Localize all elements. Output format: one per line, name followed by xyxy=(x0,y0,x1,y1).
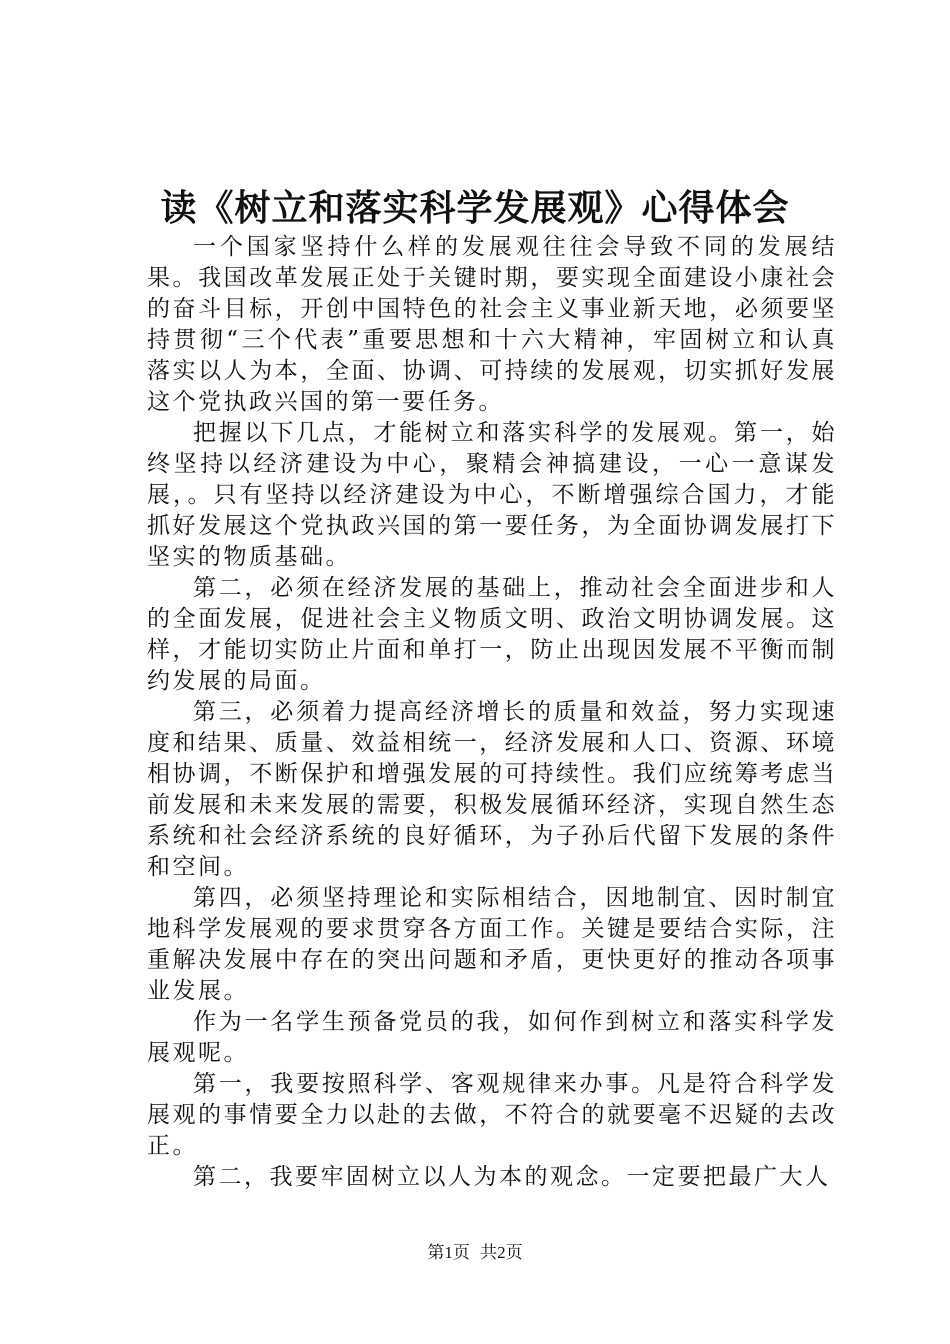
paragraph: 一个国家坚持什么样的发展观往往会导致不同的发展结果。我国改革发展正处于关键时期，要实现全面建设小康社会的奋斗目标，开创中国特色的社会主义事业新天地，必须要坚持贯彻“三个代表”重要思想和十六大精神，牢固树立和认真落实以人为本，全面、协调、可持续的发展观，切实抓好发展这个党执政兴国的第一要任务。 xyxy=(147,234,837,415)
page-footer xyxy=(0,1241,950,1265)
page-number: 第1页 xyxy=(427,1243,470,1262)
paragraph: 第四，必须坚持理论和实际相结合，因地制宜、因时制宜地科学发展观的要求贯穿各方面工作。关键是要结合实际，注重解决发展中存在的突出问题和矛盾，更快更好的推动各项事业发展。 xyxy=(147,885,837,1004)
paragraph: 把握以下几点，才能树立和落实科学的发展观。第一，始终坚持以经济建设为中心，聚精会神搞建设，一心一意谋发展，。只有坚持以经济建设为中心，不断增强综合国力，才能抓好发展这个党执政兴国的第一要任务，为全面协调发展打下坚实的物质基础。 xyxy=(147,420,837,570)
page-total: 共2页 xyxy=(480,1243,523,1262)
paragraph: 第二，必须在经济发展的基础上，推动社会全面进步和人的全面发展，促进社会主义物质文明、政治文明协调发展。这样，才能切实防止片面和单打一，防止出现因发展不平衡而制约发展的局面。 xyxy=(147,575,837,694)
paragraph: 第一，我要按照科学、客观规律来办事。凡是符合科学发展观的事情要全力以赴的去做，不符合的就要毫不迟疑的去改正。 xyxy=(147,1071,837,1159)
document-title: 读《树立和落实科学发展观》心得体会 xyxy=(160,187,790,229)
paragraph: 第二，我要牢固树立以人为本的观念。一定要把最广大人 xyxy=(193,1164,831,1190)
paragraph: 作为一名学生预备党员的我，如何作到树立和落实科学发展观呢。 xyxy=(147,1009,837,1066)
paragraph: 第三，必须着力提高经济增长的质量和效益，努力实现速度和结果、质量、效益相统一，经济发展和人口、资源、环境相协调，不断保护和增强发展的可持续性。我们应统筹考虑当前发展和未来发展的需要，积极发展循环经济，实现自然生态系统和社会经济系统的良好循环，为子孙后代留下发展的条件和空间。 xyxy=(147,699,837,880)
document-body xyxy=(147,232,837,1193)
